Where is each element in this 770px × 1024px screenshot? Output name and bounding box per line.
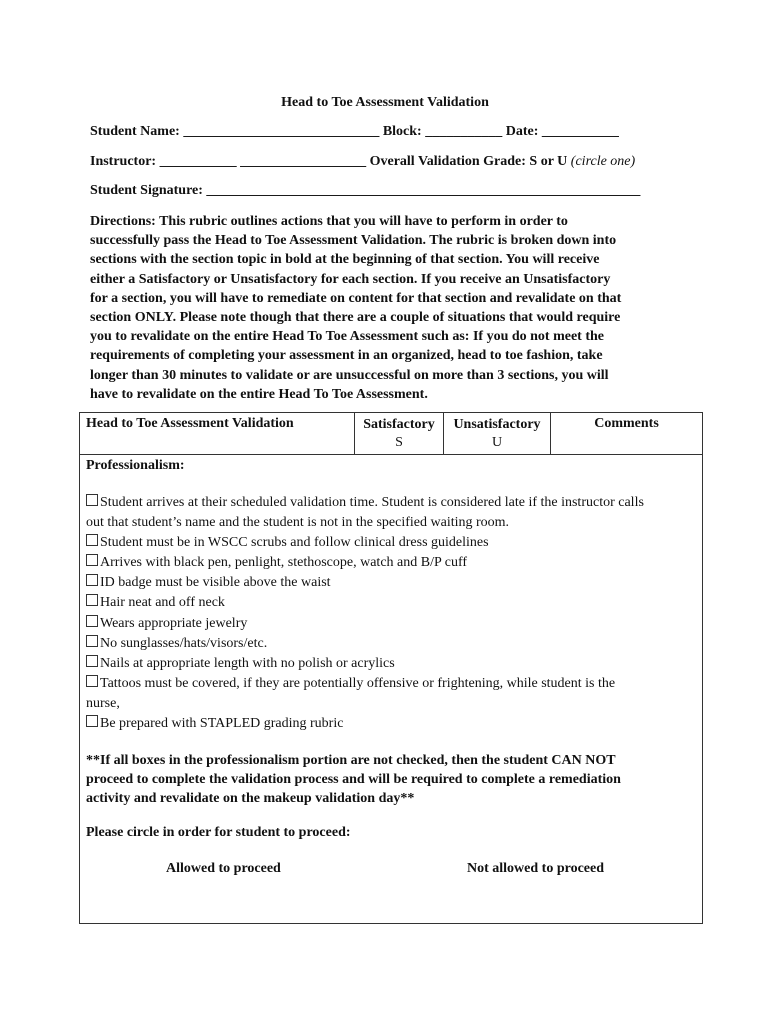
list-item [86,634,698,654]
satisfactory-code: S [395,435,403,450]
satisfactory-label: Satisfactory [363,417,435,432]
directions-line: longer than 30 minutes to validate or are unsuccessful on more than 3 sections, you will [90,367,609,383]
item-text: out that student’s name and the student is not in the specified waiting room. [86,515,510,531]
item-text: Tattoos must be covered, if they are potentially offensive or frightening, while student is the [100,675,616,691]
list-item [86,614,698,634]
directions-line: for a section, you will have to remediate on content for that section and revalidate on that [90,290,622,306]
circle-one-note: (circle one) [570,154,636,169]
item-text: No sunglasses/hats/visors/etc. [100,635,268,651]
page-title: Head to Toe Assessment Validation [281,95,489,110]
allowed-option[interactable]: Allowed to proceed [166,861,281,876]
item-text: Student arrives at their scheduled validation time. Student is considered late if the instructor calls [100,495,644,510]
item-text: ID badge must be visible above the waist [100,575,331,591]
warning-line: **If all boxes in the professionalism portion are not checked, then the student CAN NOT [86,753,616,768]
list-item [86,654,698,674]
item-text: Nails at appropriate length with no polish or acrylics [100,655,395,671]
item-text: Arrives with black pen, penlight, stethoscope, watch and B/P cuff [100,555,468,571]
directions-line: requirements of completing your assessment in an organized, head to toe fashion, take [90,348,603,364]
professionalism-row [80,455,703,924]
list-item [86,533,698,553]
list-item [86,593,698,613]
directions-paragraph [90,212,690,404]
student-name-block-date-line: Student Name: ____________________________ Block: ___________ Date: ___________ [90,124,619,139]
not-allowed-option[interactable]: Not allowed to proceed [467,861,604,876]
item-text: Be prepared with STAPLED grading rubric [100,716,344,732]
checkbox[interactable] [86,534,98,546]
circle-prompt: Please circle in order for student to proceed: [86,825,351,840]
header-satisfactory [355,413,444,455]
table-header-row [80,413,703,455]
checkbox[interactable] [86,554,98,566]
unsatisfactory-code: U [491,435,503,450]
directions-line: successfully pass the Head to Toe Assessment Validation. The rubric is broken down into [90,233,617,249]
warning-note [86,751,621,808]
item-text: nurse, [86,695,120,711]
warning-line: activity and revalidate on the makeup validation day** [86,791,415,806]
directions-line: either a Satisfactory or Unsatisfactory for each section. If you receive an Unsatisfactory [90,271,611,287]
checkbox[interactable] [86,494,98,506]
section-title-professionalism: Professionalism: [86,458,185,473]
checklist [86,493,698,734]
directions-line: sections with the section topic in bold at the beginning of that section. You will receive [90,252,600,268]
rubric-table [79,412,703,924]
list-item [86,694,698,714]
item-text: Hair neat and off neck [100,595,225,611]
instructor-grade-text: Instructor: ___________ __________________ Overall Validation Grade: S or U [90,154,571,169]
list-item [86,553,698,573]
item-text: Student must be in WSCC scrubs and follow clinical dress guidelines [100,535,489,551]
item-text: Wears appropriate jewelry [100,615,248,631]
unsatisfactory-label: Unsatisfactory [453,417,541,432]
checkbox[interactable] [86,615,98,627]
directions-line: Directions: This rubric outlines actions that you will have to perform in order to [90,214,568,229]
header-unsatisfactory [444,413,551,455]
directions-line: you to revalidate on the entire Head To Toe Assessment such as: If you do not meet the [90,329,605,345]
header-assessment: Head to Toe Assessment Validation [80,413,355,455]
professionalism-cell [80,455,703,924]
checkbox[interactable] [86,655,98,667]
list-item [86,714,698,734]
list-item [86,674,698,694]
list-item [86,513,698,533]
checkbox[interactable] [86,635,98,647]
student-signature-line: Student Signature: ______________________________________________________________ [90,183,641,198]
checkbox[interactable] [86,594,98,606]
list-item [86,493,698,513]
checkbox[interactable] [86,675,98,687]
header-comments: Comments [551,413,703,455]
checkbox[interactable] [86,715,98,727]
directions-line: section ONLY. Please note though that there are a couple of situations that would require [90,310,621,326]
instructor-grade-line [90,154,635,170]
list-item [86,573,698,593]
directions-line: have to revalidate on the entire Head To Toe Assessment. [90,386,428,402]
checkbox[interactable] [86,574,98,586]
warning-line: proceed to complete the validation process and will be required to complete a remediation [86,772,621,787]
